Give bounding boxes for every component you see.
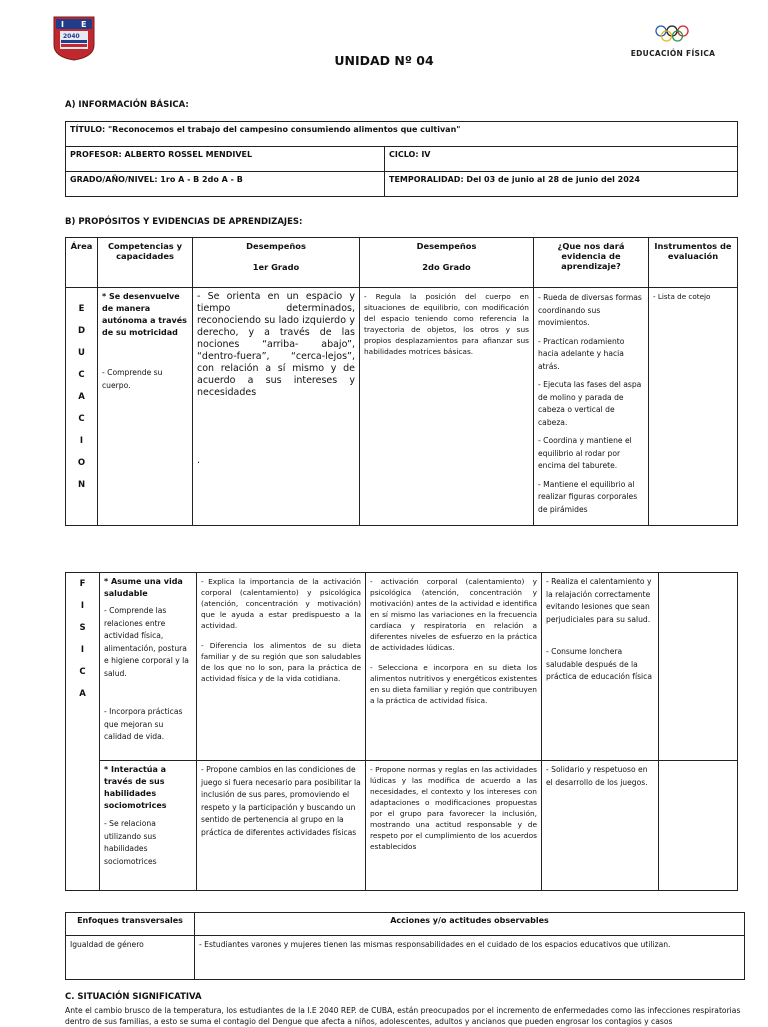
area-letter: C [78,414,85,424]
desempenos-2-title: Desempeños [416,241,477,251]
profesor-cell: PROFESOR: ALBERTO ROSSEL MENDIVEL [66,147,385,172]
ciclo-cell: CICLO: IV [385,147,738,172]
area-letters-fisica [66,573,100,891]
page-title: UNIDAD Nº 04 [334,53,434,68]
evidencia-item: - Ejecuta las fases del aspa de molino y parada de cabeza o vertical de cabeza. [538,380,642,427]
desempeno-text: - activación corporal (calentamiento) y psicológica (atención, concentración y motivación) antes de la actividad e identifica en sí mismo las variaciones en la frecuencia cardiaca y respiratoria en relación a diferentes niveles de esfuerzo en la práctica de actividades lúdicas. [370,577,537,652]
area-letter: I [79,436,84,446]
competencia-title: * Interactúa a través de sus habilidades sociomotrices [104,765,167,810]
brand-text: EDUCACIÓN FÍSICA [630,49,716,58]
desempeno-2-cell-2 [366,573,542,761]
header-instrumentos: Instrumentos de evaluación [649,238,738,288]
header-area: Área [66,238,98,288]
titulo-cell: TÍTULO: "Reconocemos el trabajo del campesino consumiendo alimentos que cultivan" [66,122,738,147]
instrumento-cell-2 [659,573,738,761]
desempeno-text: - Diferencia los alimentos de su dieta familiar y de su región que son saludables de los que no lo son, para la práctica de actividad física y de la vida cotidiana. [201,641,361,683]
header-desempenos-1 [193,238,360,288]
section-c-heading: C. SITUACIÓN SIGNIFICATIVA [65,992,202,1002]
section-a-heading: A) INFORMACIÓN BÁSICA: [65,100,189,110]
area-letter: U [78,348,85,358]
temporalidad-cell: TEMPORALIDAD: Del 03 de junio al 28 de junio del 2024 [385,172,738,197]
capacidad-text: - Incorpora prácticas que mejoran su calidad de vida. [104,707,183,741]
area-letter: S [79,623,86,633]
propositos-table-2 [65,572,738,891]
competencia-cell-1 [98,288,193,526]
acciones-header: Acciones y/o actitudes observables [195,913,745,936]
evidencia-item: - Coordina y mantiene el equilibrio al rodar por encima del taburete. [538,436,632,470]
area-letter: E [78,304,85,314]
desempeno-2-cell: - Regula la posición del cuerpo en situaciones de equilibrio, con modificación del espacio teniendo como referencia la trayectoria de objetos, los otros y sus propios desplazamientos para afianzar sus habilidades motrices básicas. [360,288,534,526]
desempeno-text: - Explica la importancia de la activación corporal (calentamiento) y psicológica (atención, concentración y motivación) que le ayuda a estar predispuesto a la actividad. [201,577,361,630]
header-evidencia: ¿Que nos dará evidencia de aprendizaje? [534,238,649,288]
enfoque-cell: Igualdad de género [66,936,195,980]
instrumento-cell-3 [659,761,738,891]
propositos-table-1 [65,237,738,526]
svg-text:E: E [81,20,87,29]
desempenos-2-sub: 2do Grado [422,262,471,272]
area-letter: A [79,689,86,699]
enfoques-table [65,912,745,980]
area-letters-educacion [66,288,98,526]
area-letter: F [79,579,86,589]
desempeno-2-cell-3: - Propone normas y reglas en las actividades lúdicas y las modifica de acuerdo a las necesidades, el contexto y los intereses con adaptaciones o modificaciones propuestas por el grupo para favorecer la inclusión, mostrando una actitud responsable y de respeto por el cumplimiento de los acuerdos establecidos [366,761,542,891]
evidencia-item: - Consume lonchera saludable después de la práctica de educación física [546,647,652,681]
capacidad-text: - Se relaciona utilizando sus habilidades sociomotrices [104,819,157,866]
header-competencias: Competencias y capacidades [98,238,193,288]
desempeno-text: - Se orienta en un espacio y tiempo determinados, reconociendo su lado izquierdo y derecho, y a través de las nociones “arriba- abajo”, “dentro-fuera”, “cerca-lejos”, con relación a sí mismo y de acuerdo a sus intereses y necesidades [197,291,355,398]
capacidad-text: - Comprende las relaciones entre actividad física, alimentación, postura e higiene corporal y la salud. [104,606,189,678]
competencia-cell-2 [100,573,197,761]
desempeno-1-cell-2 [197,573,366,761]
evidencia-item: - Mantiene el equilibrio al realizar figuras corporales de pirámides [538,479,638,514]
evidencia-item: - Realiza el calentamiento y la relajación correctamente evitando lesiones que sean perjudiciales para su salud. [546,577,652,624]
section-b-heading: B) PROPÓSITOS Y EVIDENCIAS DE APRENDIZAJES: [65,217,303,227]
area-letter: O [77,458,86,468]
grado-cell: GRADO/AÑO/NIVEL: 1ro A - B 2do A - B [66,172,385,197]
educacion-fisica-logo [628,24,718,58]
desempeno-1-cell-3: - Propone cambios en las condiciones de juego si fuera necesario para posibilitar la inclusión de sus pares, promoviendo el respeto y la participación y buscando un sentido de pertenencia al grupo en la práctica de diferentes actividades físicas [197,761,366,891]
enfoques-header: Enfoques transversales [66,913,195,936]
evidencia-item: - Rueda de diversas formas coordinando sus movimientos. [538,293,642,327]
instrumento-cell: - Lista de cotejo [649,288,738,526]
area-letter: A [78,392,85,402]
situacion-text: Ante el cambio brusco de la temperatura, los estudiantes de la I.E 2040 REP. de CUBA, están preocupados por el incremento de enfermedades como las infecciones respiratorias dentro de sus familias, a esto se suma el contagio del Dengue que afecta a niños, adolescentes, adultos y ancianos que pueden engrosar los contagios y casos [65,1006,741,1026]
evidencia-cell-1 [534,288,649,526]
desempeno-dot: . [197,455,201,466]
area-letter: I [80,601,85,611]
desempenos-1-title: Desempeños [246,241,306,251]
evidencia-cell-2 [542,573,659,761]
desempenos-1-sub: 1er Grado [252,262,300,272]
svg-text:2040: 2040 [63,33,80,40]
info-table [65,121,738,197]
area-letter: I [80,645,85,655]
area-letter: C [78,370,85,380]
capacidad-text: - Comprende su cuerpo. [102,368,163,390]
olympic-rings-icon [628,24,718,42]
desempeno-text: - Selecciona e incorpora en su dieta los alimentos nutritivos y energéticos existentes en su dieta familiar y región que contribuyen a la práctica de actividad física. [370,663,537,705]
competencia-title: * Asume una vida saludable [104,577,183,598]
accion-cell: - Estudiantes varones y mujeres tienen las mismas responsabilidades en el cuidado de los espacios educativos que utilizan. [195,936,745,980]
header-desempenos-2 [360,238,534,288]
evidencia-cell-3: - Solidario y respetuoso en el desarrollo de los juegos. [542,761,659,891]
competencia-title: * Se desenvuelve de manera autónoma a través de su motricidad [102,292,187,337]
desempeno-1-cell [193,288,360,526]
area-letter: N [77,480,86,490]
area-letter: C [79,667,86,677]
evidencia-item: - Practican rodamiento hacia adelante y hacia atrás. [538,336,625,371]
area-letter: D [77,326,86,336]
competencia-cell-3 [100,761,197,891]
svg-text:I: I [61,20,64,29]
